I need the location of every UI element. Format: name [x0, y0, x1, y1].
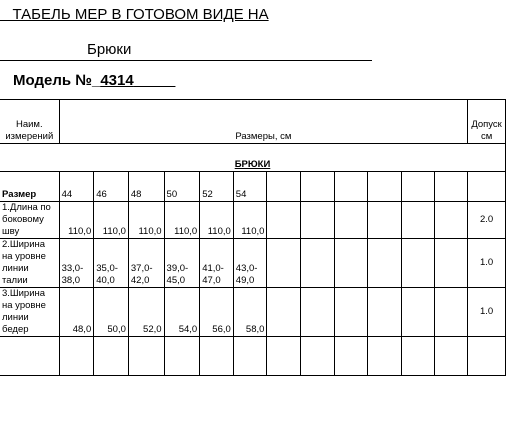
empty-row [0, 337, 506, 376]
tolerance-value: 1.0 [468, 239, 506, 288]
empty-cell [468, 172, 506, 202]
empty-cell [368, 172, 402, 202]
empty-cell [59, 337, 94, 376]
empty-cell [401, 172, 435, 202]
empty-cell [368, 337, 402, 376]
empty-cell [267, 288, 301, 337]
measure-value: 35,0-40,0 [94, 239, 129, 288]
empty-cell [468, 337, 506, 376]
model-blank: _____ [133, 72, 176, 89]
size-cell: 48 [128, 172, 164, 202]
empty-cell [301, 202, 335, 239]
col-tolerance-header: Допуск см [468, 100, 506, 144]
section-row [0, 144, 506, 172]
empty-cell [267, 172, 301, 202]
size-label: Размер [0, 172, 59, 202]
model-number: 4314 [100, 72, 134, 89]
empty-cell [435, 202, 468, 239]
empty-cell [435, 239, 468, 288]
measure-value: 50,0 [94, 288, 129, 337]
empty-cell [368, 202, 402, 239]
measure-name: 3.Ширина на уровне линии бедер [0, 288, 59, 337]
empty-cell [301, 239, 335, 288]
tolerance-value: 2.0 [468, 202, 506, 239]
size-cell: 50 [164, 172, 200, 202]
measure-value: 41,0-47,0 [200, 239, 234, 288]
measure-value: 110,0 [128, 202, 164, 239]
empty-cell [94, 337, 129, 376]
table-header-row [0, 100, 506, 144]
col-sizes-header: Размеры, см [59, 100, 468, 144]
measure-value: 110,0 [94, 202, 129, 239]
empty-cell [435, 288, 468, 337]
empty-cell [401, 202, 435, 239]
tolerance-value: 1.0 [468, 288, 506, 337]
empty-cell [267, 337, 301, 376]
empty-cell [334, 288, 368, 337]
measure-value: 110,0 [200, 202, 234, 239]
empty-cell [164, 337, 200, 376]
empty-cell [368, 239, 402, 288]
measure-value: 110,0 [164, 202, 200, 239]
empty-cell [0, 337, 59, 376]
measure-value: 48,0 [59, 288, 94, 337]
empty-cell [435, 172, 468, 202]
size-cell: 46 [94, 172, 129, 202]
measure-value: 58,0 [233, 288, 267, 337]
sizes-row [0, 172, 506, 202]
measure-value: 110,0 [233, 202, 267, 239]
model-label: Модель №_ [13, 72, 101, 89]
section-title: БРЮКИ [0, 144, 506, 172]
measure-value: 43,0-49,0 [233, 239, 267, 288]
col-name-header: Наим. измерений [0, 100, 59, 144]
table-row [0, 288, 506, 337]
measure-value: 33,0-38,0 [59, 239, 94, 288]
empty-cell [334, 202, 368, 239]
measure-value: 39,0-45,0 [164, 239, 200, 288]
page-title: ТАБЕЛЬ МЕР В ГОТОВОМ ВИДЕ НА [0, 6, 269, 23]
size-cell: 44 [59, 172, 94, 202]
empty-cell [301, 337, 335, 376]
empty-cell [301, 172, 335, 202]
table-row [0, 239, 506, 288]
empty-cell [128, 337, 164, 376]
measure-value: 110,0 [59, 202, 94, 239]
measure-value: 52,0 [128, 288, 164, 337]
measure-value: 54,0 [164, 288, 200, 337]
empty-cell [334, 172, 368, 202]
empty-cell [435, 337, 468, 376]
size-cell: 54 [233, 172, 267, 202]
empty-cell [368, 288, 402, 337]
empty-cell [233, 337, 267, 376]
size-cell: 52 [200, 172, 234, 202]
measurements-table [0, 99, 506, 376]
empty-cell [267, 202, 301, 239]
measure-value: 37,0-42,0 [128, 239, 164, 288]
product-line [0, 41, 372, 61]
empty-cell [334, 239, 368, 288]
empty-cell [200, 337, 234, 376]
product-name: Брюки [87, 41, 132, 58]
empty-cell [401, 239, 435, 288]
table-row [0, 202, 506, 239]
empty-cell [334, 337, 368, 376]
measure-name: 1.Длина по боковому шву [0, 202, 59, 239]
measure-name: 2.Ширина на уровне линии талии [0, 239, 59, 288]
empty-cell [401, 288, 435, 337]
measure-value: 56,0 [200, 288, 234, 337]
empty-cell [401, 337, 435, 376]
model-line [13, 72, 175, 89]
empty-cell [267, 239, 301, 288]
empty-cell [301, 288, 335, 337]
